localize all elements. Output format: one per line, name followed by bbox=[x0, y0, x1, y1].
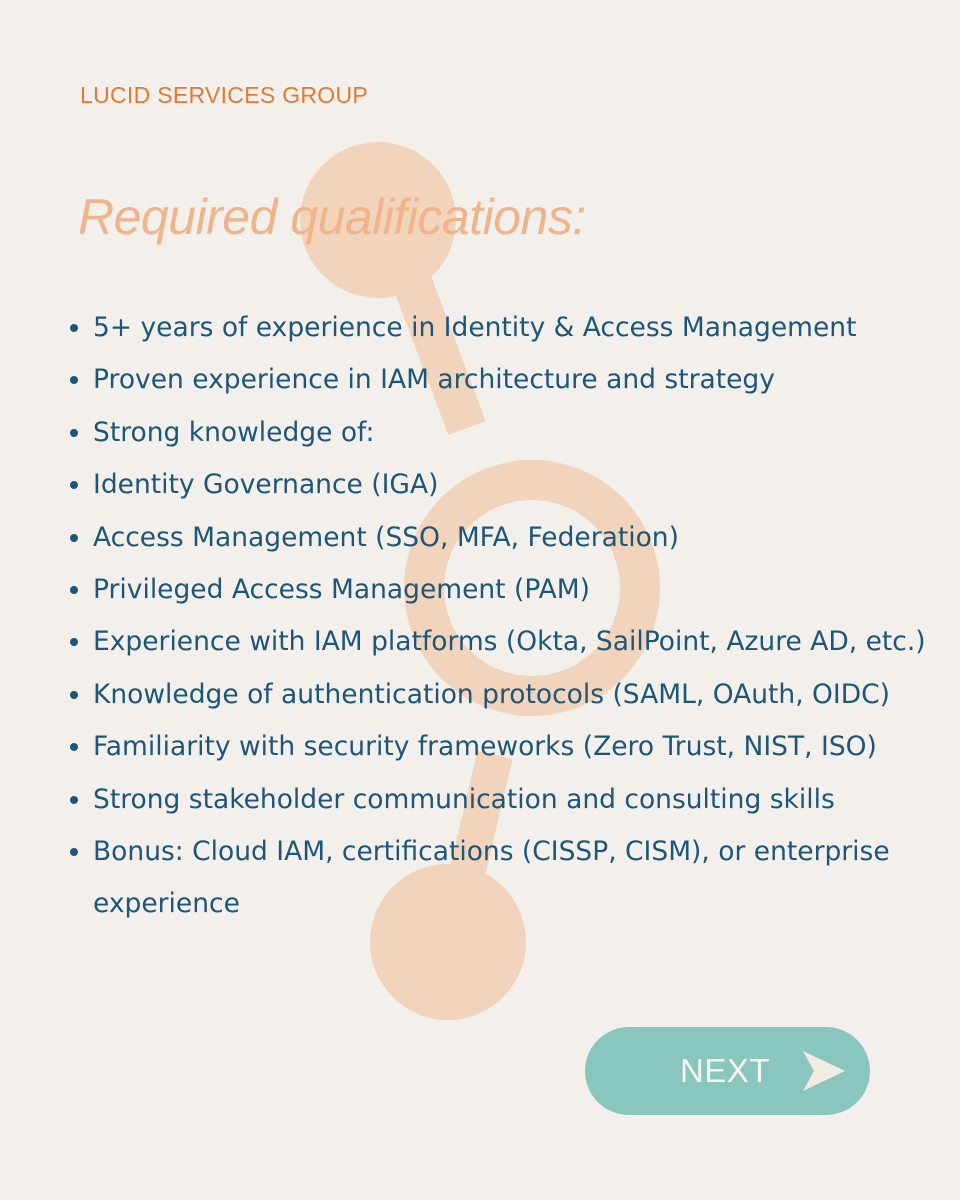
list-item: Access Management (SSO, MFA, Federation) bbox=[93, 512, 933, 564]
brand-name: LUCID SERVICES GROUP bbox=[80, 82, 369, 108]
next-button-label: NEXT bbox=[680, 1052, 771, 1089]
page-title: Required qualifications: bbox=[78, 189, 586, 245]
list-item: Identity Governance (IGA) bbox=[93, 459, 933, 511]
list-item: 5+ years of experience in Identity & Access Management bbox=[93, 302, 933, 354]
list-item: Strong stakeholder communication and consulting skills bbox=[93, 774, 933, 826]
list-item: Bonus: Cloud IAM, certifications (CISSP, CISM), or enterprise experience bbox=[93, 826, 933, 931]
list-item: Experience with IAM platforms (Okta, SailPoint, Azure AD, etc.) bbox=[93, 616, 933, 668]
next-button[interactable] bbox=[585, 1027, 870, 1115]
list-item: Familiarity with security frameworks (Zero Trust, NIST, ISO) bbox=[93, 721, 933, 773]
list-item: Knowledge of authentication protocols (SAML, OAuth, OIDC) bbox=[93, 669, 933, 721]
list-item: Proven experience in IAM architecture and strategy bbox=[93, 354, 933, 406]
list-item: Strong knowledge of: bbox=[93, 407, 933, 459]
arrow-right-icon bbox=[801, 1049, 847, 1093]
list-item: Privileged Access Management (PAM) bbox=[93, 564, 933, 616]
qualifications-list bbox=[93, 302, 933, 931]
